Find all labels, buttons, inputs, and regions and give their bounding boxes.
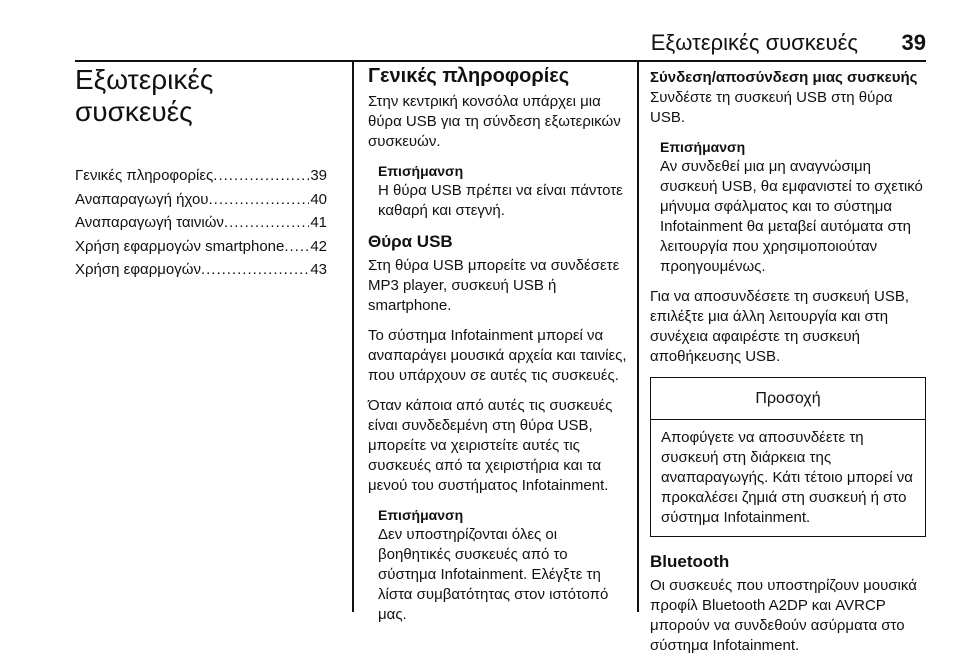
column-divider-2 (637, 60, 639, 612)
table-of-contents (75, 164, 327, 282)
toc-item-page: 42 (310, 237, 327, 255)
running-header-title: Εξωτερικές συσκευές (650, 30, 858, 55)
toc-item[interactable] (75, 235, 327, 259)
column-divider-1 (352, 60, 354, 612)
note-title: Επισήμανση (660, 139, 746, 155)
note-text: Η θύρα USB πρέπει να είναι πάντοτε καθαρή και στεγνή. (378, 182, 623, 219)
header-divider (75, 60, 926, 62)
note-usb-clean (368, 162, 630, 221)
page-number: 39 (901, 30, 926, 55)
chapter-title-line-2: συσκευές (75, 96, 193, 127)
chapter-title-line-1: Εξωτερικές (75, 64, 214, 95)
toc-item-page: 41 (310, 214, 327, 231)
heading-general-info: Γενικές πληροφορίες (368, 65, 570, 87)
usb-paragraph-2: Το σύστημα Infotainment μπορεί να αναπαράγει μουσικά αρχεία και ταινίες, που υπάρχουν σε αυτές τις συσκευές. (368, 327, 627, 384)
toc-item-label: Αναπαραγωγή ήχου (75, 190, 209, 208)
toc-item-label: Γενικές πληροφορίες (75, 167, 214, 184)
column-general (368, 64, 630, 635)
column-connect (650, 64, 926, 666)
caution-text: Αποφύγετε να αποσυνδέετε τη συσκευή στη διάρκεια της αναπαραγωγής. Κάτι τέτοιο μπορεί να προκαλέσει ζημιά στη συσκευή ή στο σύστημα Infotainment. (661, 429, 913, 526)
toc-item-label: Χρήση εφαρμογών smartphone (75, 237, 285, 255)
toc-leader-dots (213, 164, 309, 188)
note-title: Επισήμανση (378, 163, 464, 179)
heading-bluetooth: Bluetooth (650, 552, 730, 571)
note-title: Επισήμανση (378, 507, 464, 523)
toc-item[interactable] (75, 164, 327, 188)
toc-item[interactable] (75, 211, 327, 235)
note-text: Αν συνδεθεί μια μη αναγνώσιμη συσκευή USB, θα εμφανιστεί το σχετικό μήνυμα σφάλματος και το σύστημα Infotainment θα μεταβεί αυτόματα στη λειτουργία που χρησιμοποιούταν προηγουμένως. (660, 158, 923, 275)
toc-item-label: Αναπαραγωγή ταινιών (75, 214, 224, 231)
disconnect-text: Για να αποσυνδέσετε τη συσκευή USB, επιλέξτε μια άλλη λειτουργία και στη συνέχεια αφαιρέστε τη συσκευή αποθήκευσης USB. (650, 288, 910, 365)
usb-paragraph-1: Στη θύρα USB μπορείτε να συνδέσετε MP3 player, συσκευή USB ή smartphone. (368, 257, 620, 314)
general-info-text: Στην κεντρική κονσόλα υπάρχει μια θύρα USB για τη σύνδεση εξωτερικών συσκευών. (368, 93, 621, 150)
toc-item[interactable] (75, 258, 327, 282)
toc-leader-dots (201, 258, 309, 282)
usb-paragraph-3: Όταν κάποια από αυτές τις συσκευές είναι συνδεδεμένη στη θύρα USB, μπορείτε να χειριστείτε αυτές τις συσκευές από τα χειριστήρια και τα μενού του συστήματος Infotainment. (368, 397, 613, 494)
toc-item-page: 40 (310, 190, 327, 208)
toc-item-page: 39 (310, 167, 327, 184)
note-unreadable-device (650, 138, 926, 277)
chapter-title (75, 64, 327, 128)
heading-connect-device: Σύνδεση/αποσύνδεση μιας συσκευής (650, 69, 918, 86)
note-text: Δεν υποστηρίζονται όλες οι βοηθητικές συσκευές από το σύστημα Infotainment. Ελέγξτε τη λίστα συμβατότητας στον ιστότοπό μας. (378, 526, 609, 623)
note-compatibility (368, 506, 630, 625)
column-toc (75, 64, 327, 282)
bluetooth-text: Οι συσκευές που υποστηρίζουν μουσικά προφίλ Bluetooth A2DP και AVRCP μπορούν να συνδεθούν ασύρματα στο σύστημα Infotainment. (650, 577, 917, 654)
toc-leader-dots (224, 211, 309, 235)
toc-leader-dots (284, 235, 309, 259)
toc-item-label: Χρήση εφαρμογών (75, 261, 201, 278)
toc-item[interactable] (75, 188, 327, 212)
toc-item-page: 43 (310, 261, 327, 278)
caution-title: Προσοχή (651, 378, 925, 420)
heading-usb-port: Θύρα USB (368, 232, 453, 251)
connect-text: Συνδέστε τη συσκευή USB στη θύρα USB. (650, 89, 893, 126)
toc-leader-dots (209, 188, 310, 212)
caution-box (650, 377, 926, 537)
